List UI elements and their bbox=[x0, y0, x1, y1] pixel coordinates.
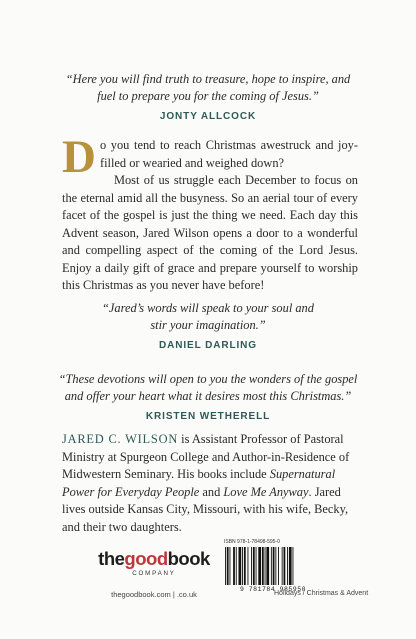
author-bio bbox=[62, 431, 358, 536]
endorsement-author-2: DANIEL DARLING bbox=[159, 340, 257, 351]
publisher-logo-wordmark bbox=[98, 549, 210, 569]
endorsement-quote-2 bbox=[40, 300, 376, 334]
endorsement-quote-1 bbox=[40, 71, 376, 105]
publisher-logo bbox=[98, 549, 210, 577]
logo-good: good bbox=[124, 548, 168, 569]
endorsement-quote-3 bbox=[40, 371, 376, 405]
logo-the: the bbox=[98, 548, 125, 569]
bio-text-2: and bbox=[199, 484, 224, 499]
description-paragraph-1: o you tend to reach Christmas awestruck and joy-filled or wearied and weighed down? bbox=[99, 138, 358, 170]
description-paragraph-2: Most of us struggle each December to focus on the eternal amid all the busyness. So an aerial tour of every facet of the gospel is just the thing we need. Each day this Advent season, Jared Wilson opens a door to a wonderful and compelling aspect of the coming of the Lord Jesus. Enjoy a daily gift of grace and prepare yourself to worship this Christmas as you never have before! bbox=[62, 173, 358, 292]
isbn-barcode bbox=[223, 547, 323, 585]
isbn-label: ISBN 978-1-78498-595-0 bbox=[224, 539, 280, 545]
bio-text-3: . Jared lives outside Kansas City, Missouri, with his wife, Becky, and their two daughters. bbox=[62, 484, 349, 534]
publisher-website: thegoodbook.com | .co.uk bbox=[111, 590, 197, 599]
isbn-number: 9 781784 985950 bbox=[239, 586, 306, 593]
quote-1-line-2: fuel to prepare you for the coming of Jesus.” bbox=[97, 89, 319, 103]
publisher-logo-company: COMPANY bbox=[132, 570, 176, 577]
endorsement-author-3: KRISTEN WETHERELL bbox=[145, 411, 271, 422]
book-title-1: Supernatural Power for Everyday People bbox=[62, 467, 336, 499]
logo-book: book bbox=[167, 548, 210, 569]
author-name: JARED C. WILSON bbox=[62, 432, 179, 446]
bio-text-1: is Assistant Professor of Pastoral Ministry at Spurgeon College and Author-in-Residence of Midwestern Seminary. His books include bbox=[62, 432, 350, 481]
endorsement-author-1: JONTY ALLCOCK bbox=[159, 111, 257, 122]
quote-1-line-1: “Here you will find truth to treasure, hope to inspire, and bbox=[65, 72, 351, 86]
book-title-2: Love Me Anyway bbox=[223, 484, 309, 499]
quote-3-line-1: “These devotions will open to you the wonders of the gospel bbox=[58, 372, 358, 386]
book-category: Holidays / Christmas & Advent bbox=[274, 590, 369, 597]
quote-2-line-2: stir your imagination.” bbox=[150, 318, 266, 332]
quote-3-line-2: and offer your heart what it desires most this Christmas.” bbox=[64, 389, 352, 403]
description-body bbox=[62, 131, 358, 295]
quote-2-line-1: “Jared’s words will speak to your soul and bbox=[102, 301, 314, 315]
drop-cap-letter: D bbox=[62, 131, 96, 183]
